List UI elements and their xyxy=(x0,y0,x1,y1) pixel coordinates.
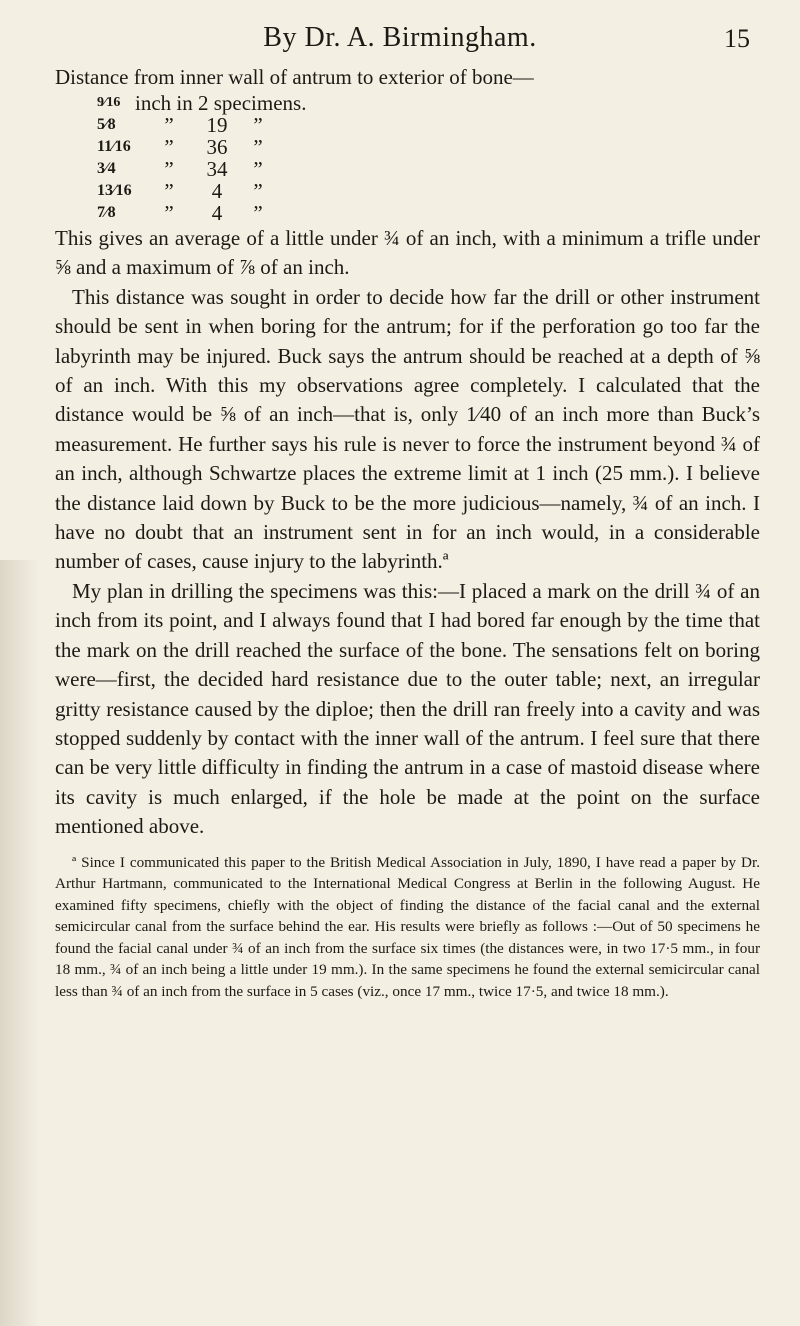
ditto-mark: ” xyxy=(253,157,263,181)
ditto-mark: ” xyxy=(253,179,263,203)
fraction-cell: 11⁄16 xyxy=(97,138,131,155)
ditto-mark: ” xyxy=(164,179,174,203)
ditto-mark: ” xyxy=(253,135,263,159)
ditto-mark: ” xyxy=(164,113,174,137)
count-cell: 36 xyxy=(206,135,228,159)
table-row xyxy=(97,114,760,136)
intro-line: Distance from inner wall of antrum to exterior of bone— xyxy=(55,65,534,89)
count-cell: 19 xyxy=(206,113,228,137)
ditto-mark: ” xyxy=(164,201,174,225)
table-row xyxy=(97,158,760,180)
measurements-table xyxy=(97,92,760,224)
ditto-mark: ” xyxy=(253,113,263,137)
ditto-mark: ” xyxy=(164,157,174,181)
table-row xyxy=(97,202,760,224)
count-cell: 4 xyxy=(211,201,223,225)
footnote xyxy=(55,852,760,1003)
fraction-cell: 13⁄16 xyxy=(97,182,132,199)
table-row xyxy=(97,92,760,114)
fraction-cell: 5⁄8 xyxy=(97,116,116,133)
paragraph-distance: This distance was sought in order to decide how far the drill or other instrument should be sent in when boring for the antrum; for if the perforation go too far the labyrinth may be injured. Buck says the antrum should be reached at a depth of ⅝ of an inch. With this my observations agree completely. I calculated that the distance would be ⅝ of an inch—that is, only 1⁄40 of an inch more than Buck’s measurement. He further says his rule is never to force the instrument beyond ¾ of an inch, although Schwartze places the extreme limit at 1 inch (25 mm.). I believe the distance laid down by Buck to be the more judicious—namely, ¾ of an inch. I have no doubt that an instrument sent in for an inch would, in a considerable number of cases, cause injury to the labyrinth.ª xyxy=(55,284,760,574)
table-row xyxy=(97,180,760,202)
running-header xyxy=(0,20,800,60)
footnote-text: ª Since I communicated this paper to the British Medical Association in July, 1890, I have read a paper by Dr. Arthur Hartmann, communicated to the International Medical Congress at Berlin in the following August. He examined fifty specimens, chiefly with the object of finding the distance of the facial canal and the external semicircular canal from the surface behind the ear. His results were briefly as follows :—Out of 50 specimens he found the facial canal under ¾ of an inch from the surface six times (the distances were, in two 17·5 mm., in four 18 mm., ¾ of an inch being a little under 19 mm.). In the same specimens he found the external semicircular canal less than ¾ of an inch from the surface in 5 cases (viz., once 17 mm., twice 17·5, and twice 18 mm.). xyxy=(55,853,760,1000)
fraction-cell: 3⁄4 xyxy=(97,160,116,177)
header-title: By Dr. A. Birmingham. xyxy=(263,22,537,53)
paragraph-drilling-plan: My plan in drilling the specimens was this:—I placed a mark on the drill ¾ of an inch from its point, and I always found that I had bored far enough by the time that the mark on the drill reached the surface of the bone. The sensations felt on boring were—first, the decided hard resistance due to the outer table; next, an irregular gritty resistance caused by the diploe; then the drill ran freely into a cavity and was stopped suddenly by contact with the inner wall of the antrum. I feel sure that there can be very little difficulty in finding the antrum in a case of mastoid disease where its cavity is much enlarged, if the hole be made at the point on the surface mentioned above. xyxy=(55,578,760,839)
row-text: inch in 2 specimens. xyxy=(135,91,307,115)
count-cell: 4 xyxy=(211,179,223,203)
ditto-mark: ” xyxy=(253,201,263,225)
paragraph-average: This gives an average of a little under ¾ of an inch, with a minimum a trifle under ⅝ and a maximum of ⅞ of an inch. xyxy=(55,226,760,280)
ditto-mark: ” xyxy=(164,135,174,159)
table-row xyxy=(97,136,760,158)
fraction-cell: 7⁄8 xyxy=(97,204,116,221)
page-edge-shadow xyxy=(0,560,40,1326)
page-body xyxy=(55,62,760,1002)
count-cell: 34 xyxy=(206,157,228,181)
fraction-cell: 9⁄16 xyxy=(97,95,121,110)
page-number: 15 xyxy=(724,24,750,53)
